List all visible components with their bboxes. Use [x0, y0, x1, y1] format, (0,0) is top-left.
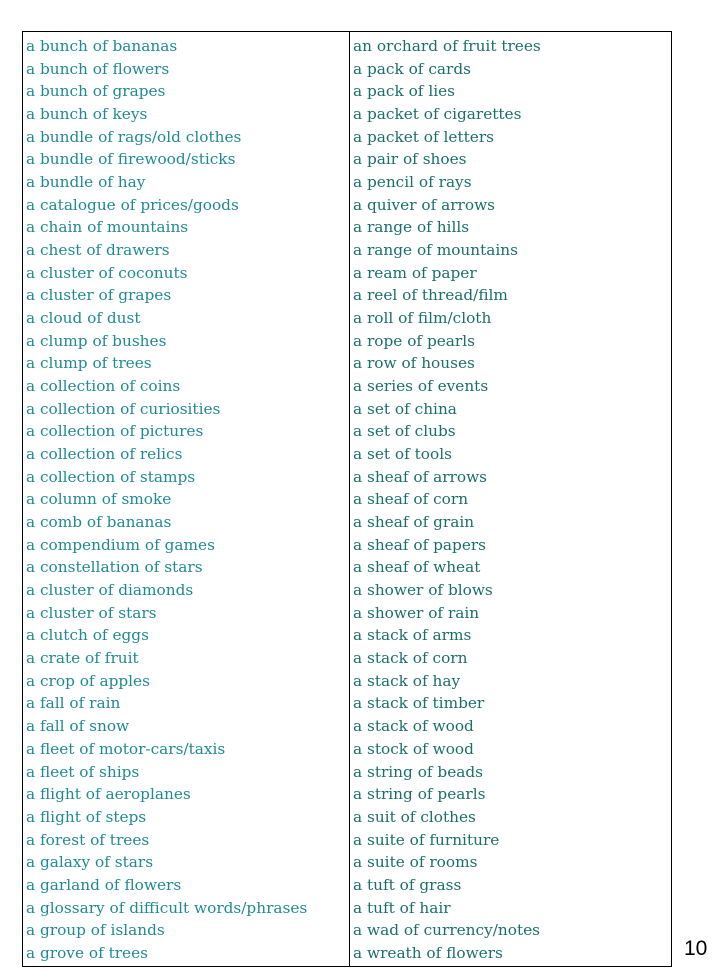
phrase-item: a range of hills: [353, 218, 470, 237]
phrase-item: a range of mountains: [353, 241, 518, 260]
phrase-item: a crate of fruit: [26, 649, 139, 668]
phrase-item: a stack of wood: [353, 717, 474, 736]
phrase-item: a bundle of rags/old clothes: [26, 127, 242, 146]
collective-nouns-table: [22, 31, 672, 967]
phrase-item: a stack of timber: [353, 694, 485, 713]
phrase-item: a series of events: [353, 377, 489, 396]
phrase-item: a comb of bananas: [26, 513, 172, 532]
phrase-item: a sheaf of grain: [353, 513, 475, 532]
phrase-item: a bundle of hay: [26, 173, 146, 192]
phrase-item: a pack of lies: [353, 82, 456, 101]
phrase-item: a galaxy of stars: [26, 853, 154, 872]
phrase-item: a glossary of difficult words/phrases: [26, 898, 308, 917]
phrase-item: a stack of arms: [353, 626, 472, 645]
phrase-item: a chest of drawers: [26, 241, 170, 260]
left-column: [23, 32, 350, 966]
phrase-item: a reel of thread/film: [353, 286, 508, 305]
phrase-item: a compendium of games: [26, 535, 215, 554]
phrase-item: a fleet of motor-cars/taxis: [26, 739, 226, 758]
phrase-item: a suit of clothes: [353, 807, 476, 826]
phrase-item: a wreath of flowers: [353, 943, 503, 962]
phrase-item: a bunch of keys: [26, 105, 148, 124]
phrase-item: a suite of rooms: [353, 853, 478, 872]
phrase-item: a collection of curiosities: [26, 399, 221, 418]
phrase-item: a rope of pearls: [353, 331, 475, 350]
phrase-item: an orchard of fruit trees: [353, 37, 541, 55]
phrase-item: a shower of blows: [353, 581, 493, 600]
page-number: 10: [684, 937, 708, 960]
phrase-item: a packet of cigarettes: [353, 105, 522, 124]
phrase-item: a set of clubs: [353, 422, 456, 441]
phrase-item: a bunch of grapes: [26, 82, 166, 101]
phrase-item: a crop of apples: [26, 671, 150, 690]
phrase-item: a fall of snow: [26, 717, 130, 736]
phrase-item: a cluster of diamonds: [26, 581, 194, 600]
phrase-item: a packet of letters: [353, 127, 494, 146]
phrase-item: a roll of film/cloth: [353, 309, 492, 328]
phrase-item: a stack of corn: [353, 649, 468, 668]
phrase-item: a flight of steps: [26, 807, 147, 826]
phrase-item: a collection of coins: [26, 377, 181, 396]
phrase-item: a suite of furniture: [353, 830, 500, 849]
phrase-item: a stock of wood: [353, 739, 474, 758]
phrase-item: a tuft of grass: [353, 875, 462, 894]
phrase-item: a set of china: [353, 399, 457, 418]
phrase-item: a garland of flowers: [26, 875, 182, 894]
phrase-item: a cluster of coconuts: [26, 263, 188, 282]
phrase-item: a chain of mountains: [26, 218, 189, 237]
phrase-item: a bunch of flowers: [26, 59, 170, 78]
right-column: [350, 32, 671, 966]
phrase-item: a sheaf of arrows: [353, 467, 488, 486]
phrase-item: a collection of relics: [26, 445, 183, 464]
phrase-item: a pencil of rays: [353, 173, 472, 192]
phrase-item: a tuft of hair: [353, 898, 451, 917]
phrase-item: a stack of hay: [353, 671, 461, 690]
phrase-item: a pair of shoes: [353, 150, 467, 169]
phrase-item: a catalogue of prices/goods: [26, 195, 239, 214]
phrase-item: a pack of cards: [353, 59, 471, 78]
phrase-item: a sheaf of wheat: [353, 558, 481, 577]
phrase-item: a bundle of firewood/sticks: [26, 150, 236, 169]
phrase-item: a fall of rain: [26, 694, 121, 713]
phrase-item: a sheaf of corn: [353, 490, 469, 509]
phrase-item: a string of beads: [353, 762, 484, 781]
phrase-item: a sheaf of papers: [353, 535, 487, 554]
phrase-item: a group of islands: [26, 921, 165, 940]
phrase-item: a cluster of grapes: [26, 286, 172, 305]
phrase-item: a wad of currency/notes: [353, 921, 541, 940]
phrase-item: a forest of trees: [26, 830, 150, 849]
phrase-item: a clump of trees: [26, 354, 152, 373]
phrase-item: a constellation of stars: [26, 558, 203, 577]
phrase-item: a row of houses: [353, 354, 475, 373]
phrase-item: a collection of pictures: [26, 422, 204, 441]
phrase-item: a clutch of eggs: [26, 626, 149, 645]
phrase-item: a set of tools: [353, 445, 452, 464]
phrase-item: a cloud of dust: [26, 309, 141, 328]
phrase-item: a grove of trees: [26, 943, 149, 962]
phrase-item: a clump of bushes: [26, 331, 167, 350]
phrase-item: a cluster of stars: [26, 603, 157, 622]
phrase-item: a column of smoke: [26, 490, 172, 509]
phrase-item: a string of pearls: [353, 785, 486, 804]
phrase-item: a fleet of ships: [26, 762, 140, 781]
phrase-item: a quiver of arrows: [353, 195, 496, 214]
phrase-item: a collection of stamps: [26, 467, 196, 486]
phrase-item: a flight of aeroplanes: [26, 785, 191, 804]
phrase-item: a ream of paper: [353, 263, 477, 282]
right-phrase-list: [350, 32, 671, 965]
phrase-item: a bunch of bananas: [26, 37, 178, 55]
phrase-item: a shower of rain: [353, 603, 480, 622]
left-phrase-list: [23, 32, 349, 965]
